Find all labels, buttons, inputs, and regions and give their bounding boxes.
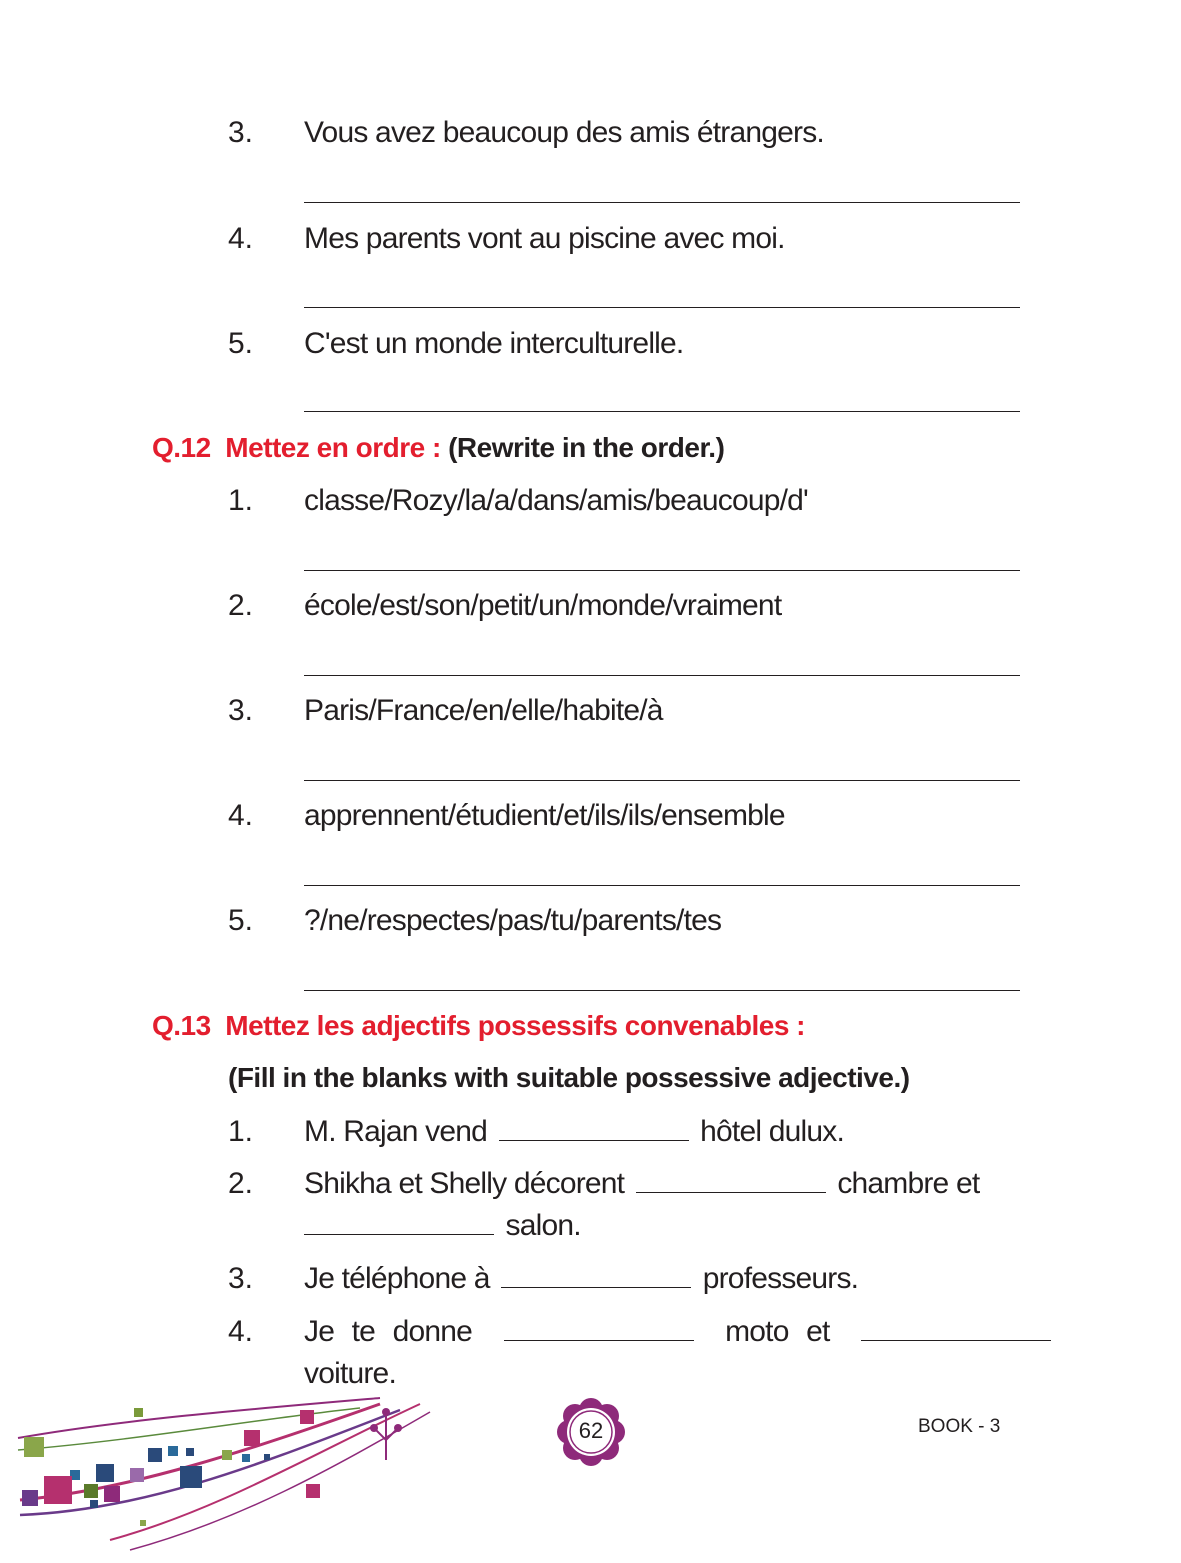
fill-blank-item (304, 1115, 844, 1149)
item-number: 4. (228, 222, 254, 255)
answer-line[interactable] (304, 307, 1020, 308)
question-instruction: (Fill in the blanks with suitable possessive adjective.) (228, 1062, 910, 1093)
item-number: 3. (228, 1262, 254, 1295)
item-number: 2. (228, 589, 254, 622)
blank-field[interactable] (304, 1233, 494, 1235)
item-text-after: hôtel dulux. (700, 1115, 844, 1148)
item-text-after: chambre et (837, 1167, 980, 1200)
item-number: 3. (228, 116, 254, 149)
item-text: ?/ne/respectes/pas/tu/parents/tes (304, 904, 722, 937)
item-text-before: Je te donne (304, 1315, 472, 1348)
decorative-ribbon-art (0, 1390, 440, 1563)
question-label: Q.12 (152, 432, 211, 463)
question-heading-q12 (152, 432, 724, 464)
answer-line[interactable] (304, 202, 1020, 203)
item-text-middle: moto et (725, 1315, 830, 1348)
blank-field[interactable] (636, 1191, 826, 1193)
answer-line[interactable] (304, 570, 1020, 571)
blank-field[interactable] (861, 1339, 1051, 1341)
answer-line[interactable] (304, 990, 1020, 991)
item-text: Mes parents vont au piscine avec moi. (304, 222, 785, 255)
answer-line[interactable] (304, 885, 1020, 886)
question-heading-q13 (152, 1010, 805, 1042)
item-number: 3. (228, 694, 254, 727)
answer-line[interactable] (304, 780, 1020, 781)
item-number: 4. (228, 799, 254, 832)
item-number: 4. (228, 1315, 254, 1348)
item-text: Vous avez beaucoup des amis étrangers. (304, 116, 824, 149)
item-text-after: professeurs. (702, 1262, 859, 1295)
answer-line[interactable] (304, 675, 1020, 676)
book-label: BOOK - 3 (918, 1416, 1001, 1437)
blank-field[interactable] (501, 1286, 691, 1288)
item-text-before: M. Rajan vend (304, 1115, 488, 1148)
fill-blank-item-continued (304, 1209, 581, 1243)
answer-line[interactable] (304, 411, 1020, 412)
fill-blank-item (304, 1262, 858, 1296)
blank-field[interactable] (499, 1139, 689, 1141)
item-text-before: Je téléphone à (304, 1262, 490, 1295)
page-number: 62 (578, 1418, 604, 1443)
item-text-before: Shikha et Shelly décorent (304, 1167, 625, 1200)
item-text: classe/Rozy/la/a/dans/amis/beaucoup/d' (304, 484, 808, 517)
item-text-line2: voiture. (304, 1357, 396, 1390)
question-title: Mettez les adjectifs possessifs convenables : (225, 1010, 805, 1041)
fill-blank-item (304, 1315, 1055, 1349)
item-text-after: salon. (505, 1209, 581, 1242)
fill-blank-item (304, 1167, 979, 1201)
question-title: Mettez en ordre : (225, 432, 441, 463)
item-number: 1. (228, 1115, 254, 1148)
question-instruction: (Rewrite in the order.) (448, 432, 725, 463)
item-number: 2. (228, 1167, 254, 1200)
item-number: 5. (228, 327, 254, 360)
item-number: 5. (228, 904, 254, 937)
question-label: Q.13 (152, 1010, 211, 1041)
item-text: apprennent/étudient/et/ils/ils/ensemble (304, 799, 785, 832)
item-number: 1. (228, 484, 254, 517)
item-text: Paris/France/en/elle/habite/à (304, 694, 663, 727)
item-text: école/est/son/petit/un/monde/vraiment (304, 589, 782, 622)
item-text: C'est un monde interculturelle. (304, 327, 684, 360)
blank-field[interactable] (504, 1339, 694, 1341)
